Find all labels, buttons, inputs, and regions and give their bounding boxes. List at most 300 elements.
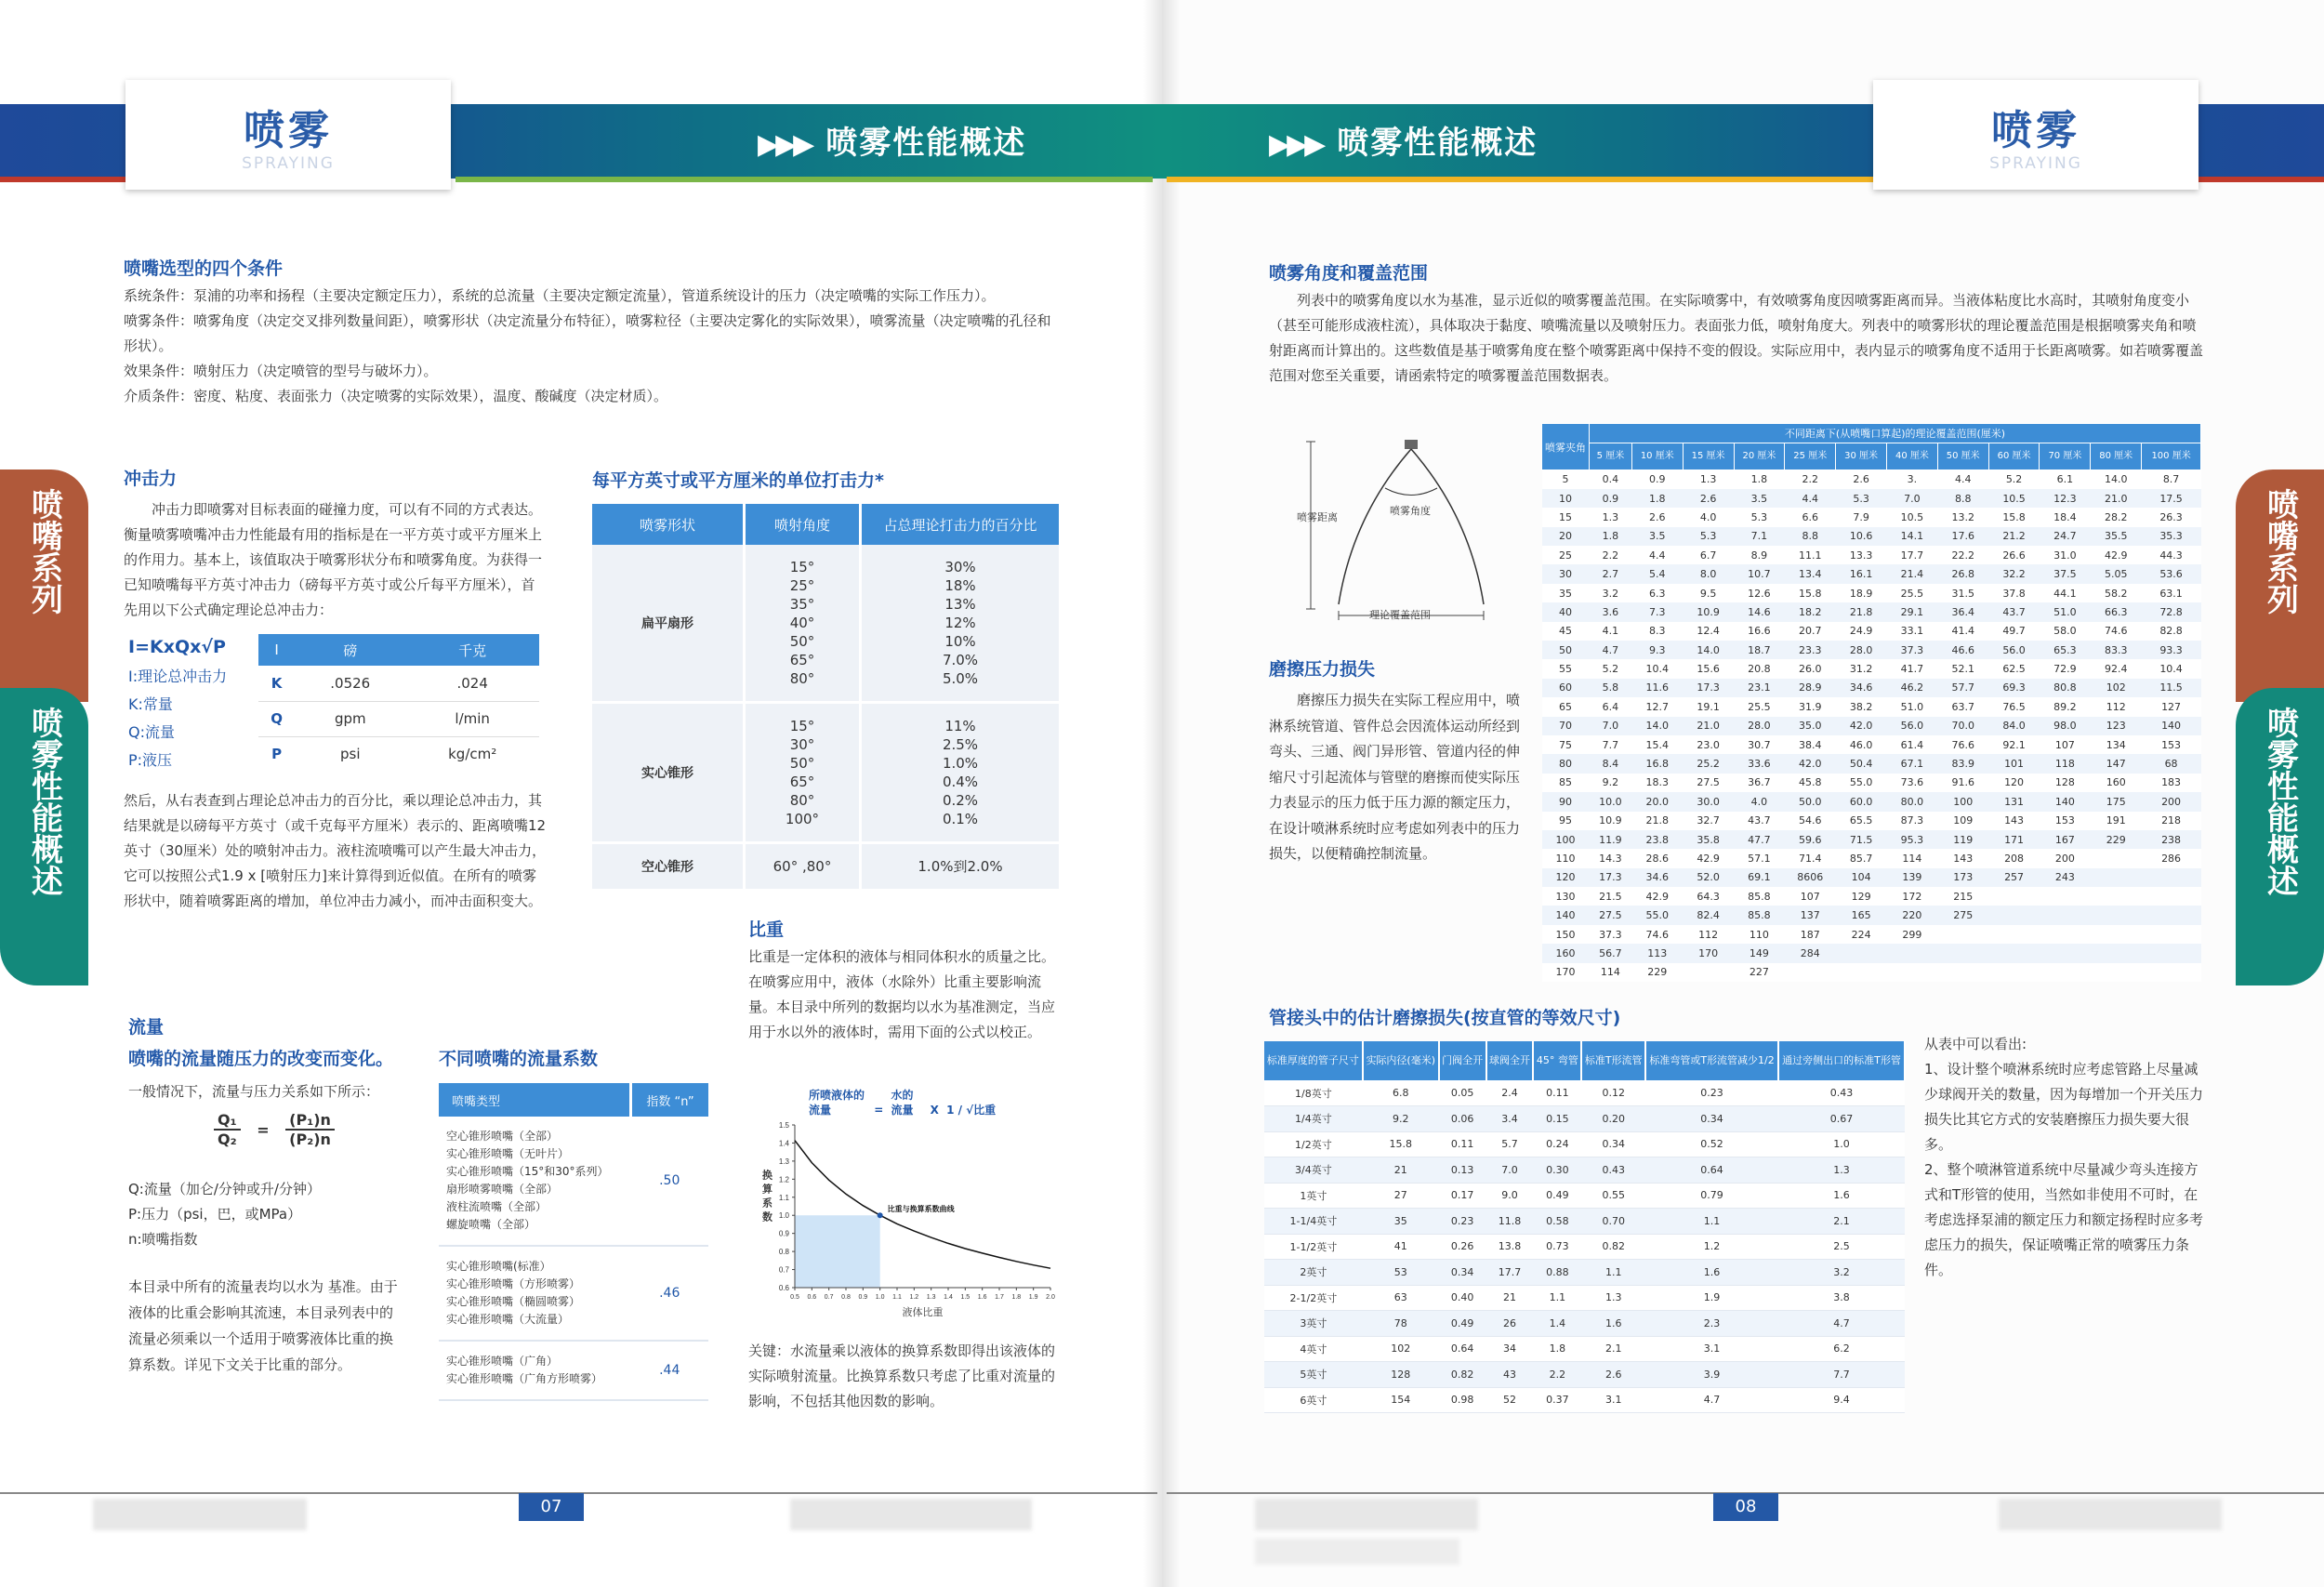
brand-en: SPRAYING [1989, 154, 2082, 173]
coverage-cell: 31.5 [1951, 587, 1974, 600]
book-spine [1143, 0, 1181, 1587]
coverage-row [1542, 659, 2201, 678]
fittings-header: 实际内径(毫米) [1363, 1041, 1439, 1080]
condition-system: 系统条件：泵浦的功率和扬程（主要决定额定压力），系统的总流量（主要决定额定流量），管道系统设计的压力（决定喷嘴的实际工作压力）。 [124, 287, 996, 304]
coverage-cell: 85.7 [1849, 853, 1873, 865]
coverage-cell: 24.7 [2053, 530, 2077, 543]
const-cell: .0526 [330, 674, 371, 692]
coverage-cell: 84.0 [2002, 720, 2026, 733]
coverage-cell [1785, 963, 1836, 982]
angle-value: 100° [785, 811, 820, 827]
fittings-cell: 1.2 [1703, 1240, 1721, 1253]
fittings-cell: 2.6 [1604, 1368, 1622, 1381]
coverage-cell: 275 [1953, 909, 1974, 922]
coverage-cell: 46.0 [1849, 738, 1873, 751]
coverage-cell: 40 [1559, 605, 1572, 618]
fittings-cell: 0.20 [1602, 1112, 1625, 1125]
coverage-cell: 120 [1555, 871, 1576, 884]
fittings-cell: 0.13 [1450, 1163, 1474, 1176]
fittings-cell: 0.52 [1700, 1138, 1723, 1151]
coverage-cell: 100 [1555, 833, 1576, 846]
fittings-row [1264, 1260, 1905, 1286]
coverage-cell: 68 [2164, 758, 2178, 771]
angle-value: 30° [789, 736, 815, 753]
coverage-cell: 153 [2161, 738, 2182, 751]
coverage-cell: 31.2 [1849, 663, 1873, 676]
side-tab-label: 喷雾性能概述 [2261, 707, 2299, 896]
coverage-cell: 49.7 [2002, 625, 2026, 638]
const-cell: K [271, 674, 283, 692]
coverage-cell: 2.6 [1853, 473, 1869, 486]
coverage-cell: 66.3 [2104, 605, 2128, 618]
coverage-cell: 112 [1698, 928, 1719, 941]
header-accent-red-right [2194, 177, 2324, 182]
coverage-cell: 9.5 [1699, 587, 1717, 600]
coverage-row [1542, 489, 2201, 508]
pct-value: 13% [944, 596, 976, 613]
coef-row [439, 1341, 708, 1400]
blurred-footer [1999, 1499, 2222, 1530]
coverage-cell: 23.8 [1645, 833, 1670, 846]
legend-q: Q:流量 [128, 723, 175, 741]
nozzle-type: 液柱流喷嘴（全部） [446, 1200, 548, 1213]
angle-value: 65° [789, 652, 815, 668]
formula-q2: Q₂ [218, 1131, 237, 1148]
coverage-cell [1988, 963, 2040, 982]
coverage-cell: 10.9 [1599, 814, 1622, 827]
impact-after: 然后，从右表查到占理论总冲击力的百分比，乘以理论总冲击力，其结果就是以磅每平方英寸（或千克每平方厘米）表示的、距离喷嘴12英寸（30厘米）处的喷射冲击力。液柱流喷嘴可以产生最大冲击力，它可以按照公式1.9 x [喷射压力]来计算得到近似值。在所有的喷雾形状中，随着喷雾距离的增加，单位冲击力减小，而冲击面积变大。 [124, 792, 547, 909]
coverage-cell: 149 [1749, 946, 1769, 959]
coverage-cell: 140 [2161, 720, 2182, 733]
coverage-distance-row [1542, 443, 2201, 470]
coverage-cell [2142, 906, 2201, 924]
angle-value: 25° [789, 577, 815, 594]
coverage-cell: 2.2 [1802, 473, 1818, 486]
coverage-distance: 50 厘米 [1937, 443, 1988, 470]
coverage-cell: 56.0 [1900, 720, 1924, 733]
coverage-cell: 44.3 [2159, 549, 2183, 562]
coverage-cell: 21.2 [2002, 530, 2026, 543]
coverage-cell: 220 [1902, 909, 1922, 922]
header-accent-yellow [1167, 177, 1873, 182]
coverage-cell: 3.6 [1602, 605, 1619, 618]
fittings-cell: 0.49 [1546, 1189, 1569, 1202]
coverage-cell: 90 [1559, 795, 1572, 808]
fittings-row [1264, 1336, 1905, 1362]
x-tick-label: 1.6 [977, 1294, 987, 1301]
fittings-cell: 17.7 [1498, 1265, 1522, 1278]
fittings-cell: 0.23 [1700, 1087, 1723, 1099]
fittings-cell: 0.55 [1602, 1189, 1625, 1202]
equals-sign: = [874, 1104, 884, 1117]
pct-value: 0.4% [942, 774, 979, 790]
coverage-cell: 64.3 [1697, 890, 1720, 903]
coverage-cell [2040, 887, 2091, 906]
coverage-cell: 29.1 [1900, 605, 1924, 618]
coverage-cell: 42.9 [1645, 890, 1670, 903]
condition-medium: 介质条件：密度、粘度、表面张力（决定喷雾的实际效果），温度、酸碱度（决定材质）。 [124, 388, 668, 404]
coverage-cell: 17.3 [1697, 681, 1720, 694]
fittings-cell: 78 [1393, 1316, 1407, 1329]
fittings-cell: 63 [1393, 1291, 1407, 1304]
coverage-cell: 4.4 [1954, 473, 1972, 486]
coverage-cell: 5 [1562, 473, 1569, 486]
coverage-distance: 70 厘米 [2040, 443, 2091, 470]
coverage-cell: 87.3 [1900, 814, 1924, 827]
fittings-cell: 1.6 [1833, 1189, 1850, 1202]
coverage-cell: 26.0 [1799, 663, 1822, 676]
pct-value: 2.5% [942, 736, 979, 753]
y-tick-label: 0.7 [778, 1265, 789, 1275]
coverage-cell: 4.4 [1649, 549, 1666, 562]
flow-defs [128, 1177, 435, 1252]
coverage-cell: 18.9 [1849, 587, 1873, 600]
coverage-cell: 65 [1559, 700, 1572, 713]
coverage-cell: 58.0 [2053, 625, 2077, 638]
coverage-cell: 191 [2106, 814, 2126, 827]
fittings-cell: 53 [1393, 1265, 1407, 1278]
fittings-row [1264, 1234, 1905, 1260]
coverage-cell: 12.4 [1697, 625, 1720, 638]
coverage-cell: 5.2 [1602, 663, 1619, 676]
blurred-footer [790, 1499, 1032, 1530]
side-tab-spray-overview-right[interactable] [2236, 688, 2324, 985]
nozzle-type: 扇形喷雾喷嘴（全部） [446, 1183, 559, 1196]
coverage-row [1542, 641, 2201, 659]
fittings-cell: 3.1 [1703, 1342, 1721, 1356]
nozzle-types [439, 1117, 631, 1246]
x-tick-label: 0.5 [790, 1294, 799, 1301]
coverage-cell: 95 [1559, 814, 1572, 827]
pct-value: 0.1% [942, 811, 979, 827]
coverage-cell: 32.7 [1697, 814, 1720, 827]
nozzle-type: 实心锥形喷嘴（广角） [446, 1355, 559, 1368]
formula-water-flow: 水的流量 [891, 1089, 914, 1117]
legend-i: I:理论总冲击力 [128, 668, 228, 685]
coverage-row [1542, 963, 2201, 982]
angle-value: 40° [789, 615, 815, 631]
coverage-cell: 14.0 [2104, 473, 2128, 486]
pct-value: 18% [944, 577, 976, 594]
x-tick-label: 2.0 [1046, 1294, 1055, 1301]
y-tick-label: 0.9 [778, 1229, 789, 1238]
coverage-cell: 229 [1647, 966, 1668, 979]
coverage-cell: 16.8 [1645, 758, 1670, 771]
coverage-cell: 52.0 [1697, 871, 1720, 884]
coverage-cell: 89.2 [2053, 700, 2077, 713]
coverage-cell: 17.6 [1951, 530, 1974, 543]
coverage-row [1542, 830, 2201, 849]
pct-value: 12% [944, 615, 976, 631]
coverage-cell: 11.1 [1799, 549, 1822, 562]
coverage-cell: 80 [1559, 758, 1572, 771]
coverage-cell: 183 [2161, 776, 2182, 789]
coverage-cell: 28.9 [1799, 681, 1822, 694]
coverage-cell: 76.5 [2002, 700, 2026, 713]
x-tick-label: 0.9 [858, 1294, 868, 1301]
x-tick-label: 1.9 [1028, 1294, 1038, 1301]
coverage-row [1542, 622, 2201, 641]
fittings-cell: 0.05 [1450, 1087, 1474, 1099]
triple-arrow-icon: ▶▶▶ [1269, 128, 1323, 161]
unit-impact-header: 喷雾形状 [592, 504, 745, 545]
coverage-cell [2040, 906, 2091, 924]
side-tab-label: 喷嘴系列 [2261, 488, 2299, 615]
impact-intro: 冲击力即喷雾对目标表面的碰撞力度，可以有不同的方式表达。衡量喷雾喷嘴冲击力性能最有用的指标是在一平方英寸或平方厘米上的作用力。基本上，该值取决于喷雾形状分布和喷雾角度。为获得一已知喷嘴每平方英寸冲击力（磅每平方英寸或公斤每平方厘米），首先用以下公式确定理论总冲击力： [124, 501, 543, 618]
coverage-row [1542, 527, 2201, 546]
coverage-distance: 20 厘米 [1734, 443, 1785, 470]
diagram-angle-label: 喷雾角度 [1390, 506, 1431, 517]
coverage-cell: 284 [1800, 946, 1820, 959]
spray-angles [745, 545, 861, 703]
fittings-cell: 6.8 [1392, 1087, 1409, 1099]
legend-p: P:液压 [128, 751, 173, 769]
coverage-cell: 143 [1953, 853, 1974, 865]
side-tab-nozzle-series-right[interactable] [2236, 469, 2324, 702]
fittings-cell: 2.1 [1604, 1342, 1622, 1356]
coverage-cell: 131 [2004, 795, 2025, 808]
fittings-cell: 154 [1391, 1394, 1411, 1407]
impact-formula: I=KxQx√P [128, 637, 226, 657]
angle-value: 35° [789, 596, 815, 613]
coverage-distance: 15 厘米 [1683, 443, 1734, 470]
coverage-cell: 30.7 [1748, 738, 1771, 751]
fittings-cell: 1.0 [1833, 1138, 1850, 1151]
coverage-cell: 114 [1600, 966, 1620, 979]
formula-p1: (P₁)n [285, 1111, 335, 1131]
coverage-cell [1988, 887, 2040, 906]
times-sign: X [930, 1104, 939, 1117]
coverage-cell: 130 [1555, 890, 1576, 903]
coverage-cell: 53.6 [2159, 568, 2183, 581]
coverage-title: 喷雾角度和覆盖范围 [1269, 263, 1429, 284]
coverage-cell: 50 [1559, 643, 1572, 656]
coverage-cell: 7.0 [1904, 492, 1921, 505]
coverage-cell: 140 [2054, 795, 2075, 808]
coverage-cell: 12.3 [2053, 492, 2077, 505]
coverage-cell: 70 [1559, 720, 1572, 733]
coef-header: 喷嘴类型 [439, 1083, 631, 1117]
coverage-cell [2040, 963, 2091, 982]
const-cell: P [271, 746, 283, 763]
coverage-cell: 34.6 [1849, 681, 1873, 694]
angle-value: 60° ,80° [772, 858, 832, 875]
coverage-cell: 10.4 [2159, 663, 2183, 676]
coverage-cell [1836, 944, 1887, 962]
fittings-title: 管接头中的估计磨擦损失(按直管的等效尺寸) [1269, 1008, 1621, 1028]
coverage-cell: 24.9 [1849, 625, 1873, 638]
fittings-cell: 3.2 [1833, 1265, 1850, 1278]
coverage-cell: 47.7 [1748, 833, 1771, 846]
header-title-text: 喷雾性能概述 [1337, 125, 1538, 162]
page-number-left: 07 [519, 1493, 584, 1521]
x-tick-label: 1.5 [960, 1294, 971, 1301]
fittings-cell: 13.8 [1498, 1240, 1522, 1253]
coverage-row [1542, 584, 2201, 602]
coverage-cell: 8.9 [1750, 549, 1768, 562]
coverage-distance: 100 厘米 [2142, 443, 2201, 470]
fittings-cell: 2.4 [1501, 1087, 1518, 1099]
fittings-cell: 6英寸 [1300, 1394, 1327, 1407]
fittings-cell: 128 [1391, 1368, 1411, 1381]
fittings-cell: 3.8 [1833, 1291, 1850, 1304]
legend-k: K:常量 [128, 695, 173, 713]
coverage-cell: 28.0 [1748, 720, 1771, 733]
fittings-header: 通过旁侧出口的标准T形管 [1778, 1041, 1905, 1080]
coverage-angle-header: 喷雾夹角 [1542, 424, 1590, 470]
coverage-cell: 10.0 [1599, 795, 1622, 808]
impact-pcts [861, 545, 1060, 703]
coverage-cell: 119 [1953, 833, 1974, 846]
coverage-text: 列表中的喷雾角度以水为基准，显示近似的喷雾覆盖范围。在实际喷雾中，有效喷雾角度因喷雾距离而异。当液体粘度比水高时，其喷射角度变小（甚至可能形成液柱流），具体取决于黏度、喷嘴流量以及喷射压力。表面张力低，喷射角度大。列表中的喷雾形状的理论覆盖范围是根据喷雾夹角和喷射距离而计算出的。这些数值是基于喷雾角度在整个喷雾距离中保持不变的假设。实际应用中，表内显示的喷雾角度不适用于长距离喷雾。如若喷雾覆盖范围对您至关重要，请函索特定的喷雾覆盖范围数据表。 [1269, 292, 2204, 384]
coverage-distance: 30 厘米 [1836, 443, 1887, 470]
coverage-cell: 35.0 [1799, 720, 1822, 733]
unit-impact-row [592, 545, 1059, 703]
coverage-cell: 17.3 [1599, 871, 1622, 884]
coverage-cell: 10.4 [1645, 663, 1670, 676]
coverage-cell: 20.8 [1748, 663, 1771, 676]
coverage-cell: 21.8 [1849, 605, 1873, 618]
fittings-notes [1924, 1032, 2203, 1283]
coverage-cell [2091, 925, 2142, 944]
fittings-cell: 0.64 [1450, 1342, 1474, 1356]
gravity-conversion-chart [730, 1111, 1064, 1320]
side-tab-spray-overview-left[interactable] [0, 688, 88, 985]
coverage-cell: 1.8 [1602, 530, 1619, 543]
coverage-cell: 173 [1953, 871, 1974, 884]
coverage-cell: 50.4 [1849, 758, 1873, 771]
coverage-cell: 224 [1851, 928, 1871, 941]
friction-text: 磨擦压力损失在实际工程应用中，喷淋系统管道、管件总会因流体运动所经到弯头、三通、阀门异形管、管道内径的伸缩尺寸引起流体与管壁的磨擦而使实际压力表显示的压力低于压力源的额定压力，在设计喷淋系统时应考虑如列表中的压力损失，以便精确控制流量。 [1269, 692, 1521, 862]
coverage-cell: 137 [1800, 909, 1820, 922]
coverage-cell: 74.6 [1645, 928, 1670, 941]
coverage-cell: 23.1 [1748, 681, 1771, 694]
spray-angles [745, 843, 861, 891]
y-tick-label: 1.0 [778, 1211, 789, 1221]
fittings-cell: 7.7 [1833, 1368, 1850, 1381]
coverage-cell: 286 [2161, 853, 2182, 865]
fittings-cell: 0.12 [1602, 1087, 1625, 1099]
coverage-cell: 2.6 [1649, 510, 1666, 523]
fittings-header: 45° 弯管 [1533, 1041, 1581, 1080]
coverage-cell: 34.6 [1645, 871, 1670, 884]
coverage-cell: 14.0 [1697, 643, 1720, 656]
y-tick-label: 0.6 [778, 1284, 789, 1292]
const-header: 磅 [343, 641, 358, 659]
coverage-cell [1988, 906, 2040, 924]
x-tick-label: 1.2 [909, 1294, 919, 1301]
condition-effect: 效果条件：喷射压力（决定喷管的型号与破坏力）。 [124, 363, 438, 379]
const-cell: gpm [334, 710, 366, 727]
coverage-cell: 165 [1851, 909, 1871, 922]
coverage-cell: 41.4 [1951, 625, 1974, 638]
coverage-cell: 110 [1749, 928, 1769, 941]
coverage-cell: 4.0 [1699, 510, 1717, 523]
gravity-title: 比重 [748, 919, 785, 940]
coverage-cell: 167 [2054, 833, 2075, 846]
coverage-cell: 38.2 [1849, 700, 1873, 713]
coverage-cell: 200 [2161, 795, 2182, 808]
coverage-row [1542, 679, 2201, 697]
coverage-cell: 95.3 [1900, 833, 1924, 846]
coverage-cell: 57.7 [1951, 681, 1974, 694]
coverage-cell: 5.2 [2005, 473, 2023, 486]
coverage-cell: 67.1 [1900, 758, 1924, 771]
coverage-cell: 10.5 [1900, 510, 1924, 523]
coverage-cell: 208 [2004, 853, 2025, 865]
coverage-cell: 42.0 [1799, 758, 1822, 771]
coverage-cell: 35.3 [2159, 530, 2183, 543]
fittings-cell: 0.17 [1450, 1189, 1474, 1202]
coverage-cell: 26.3 [2159, 510, 2183, 523]
fittings-cell: 11.8 [1498, 1214, 1522, 1227]
coverage-cell: 33.1 [1900, 625, 1924, 638]
fittings-cell: 3.4 [1501, 1112, 1518, 1125]
coverage-cell: 6.7 [1699, 549, 1717, 562]
coverage-cell: 218 [2161, 814, 2182, 827]
fittings-cell: 0.40 [1450, 1291, 1474, 1304]
coverage-cell: 59.6 [1799, 833, 1822, 846]
coverage-row [1542, 470, 2201, 489]
coverage-cell: 85.8 [1748, 909, 1771, 922]
coverage-row [1542, 546, 2201, 564]
coverage-cell: 0.9 [1602, 492, 1619, 505]
unit-impact-header: 占总理论打击力的百分比 [883, 516, 1037, 534]
fittings-cell: 1/4英寸 [1295, 1113, 1332, 1126]
x-tick-label: 0.8 [841, 1294, 851, 1301]
coverage-cell: 75 [1559, 738, 1572, 751]
coverage-cell: 55 [1559, 663, 1572, 676]
brand-en: SPRAYING [242, 154, 335, 173]
fittings-table [1264, 1041, 1906, 1413]
coverage-cell [2142, 925, 2201, 944]
coverage-cell: 82.8 [2159, 625, 2183, 638]
coverage-cell: 7.7 [1602, 738, 1619, 751]
coverage-cell: 5.3 [1699, 530, 1717, 543]
side-tab-nozzle-series-left[interactable] [0, 469, 88, 702]
coverage-cell: 72.8 [2159, 605, 2183, 618]
coverage-row [1542, 754, 2201, 773]
angle-value: 80° [789, 670, 815, 687]
fittings-row [1264, 1285, 1905, 1311]
coverage-cell: 160 [1555, 946, 1576, 959]
coverage-cell: 134 [2106, 738, 2126, 751]
coverage-cell: 11.6 [1645, 681, 1670, 694]
coverage-cell: 17.7 [1900, 549, 1924, 562]
coverage-cell: 15.8 [1799, 587, 1822, 600]
fittings-cell: 0.11 [1450, 1138, 1474, 1151]
coverage-cell: 12.7 [1645, 700, 1670, 713]
spray-shape: 空心锥形 [592, 843, 745, 891]
coverage-cell: 1.3 [1602, 510, 1619, 523]
coverage-cell: 15.6 [1697, 663, 1720, 676]
coverage-cell: 8606 [1797, 871, 1824, 884]
fittings-cell: 52 [1502, 1394, 1516, 1407]
fittings-row [1264, 1311, 1905, 1337]
coverage-cell: 8.8 [1954, 492, 1972, 505]
coverage-cell: 187 [1800, 928, 1820, 941]
coverage-cell: 3.5 [1750, 492, 1768, 505]
coverage-cell: 1.8 [1750, 473, 1768, 486]
coverage-cell: 43.7 [1748, 814, 1771, 827]
coverage-cell: 175 [2106, 795, 2126, 808]
coverage-cell: 139 [1902, 871, 1922, 884]
coverage-cell: 15.4 [1645, 738, 1670, 751]
coverage-distance: 5 厘米 [1590, 443, 1632, 470]
selection-title: 喷嘴选型的四个条件 [124, 258, 284, 279]
coverage-cell: 23.0 [1697, 738, 1720, 751]
coverage-row [1542, 564, 2201, 583]
